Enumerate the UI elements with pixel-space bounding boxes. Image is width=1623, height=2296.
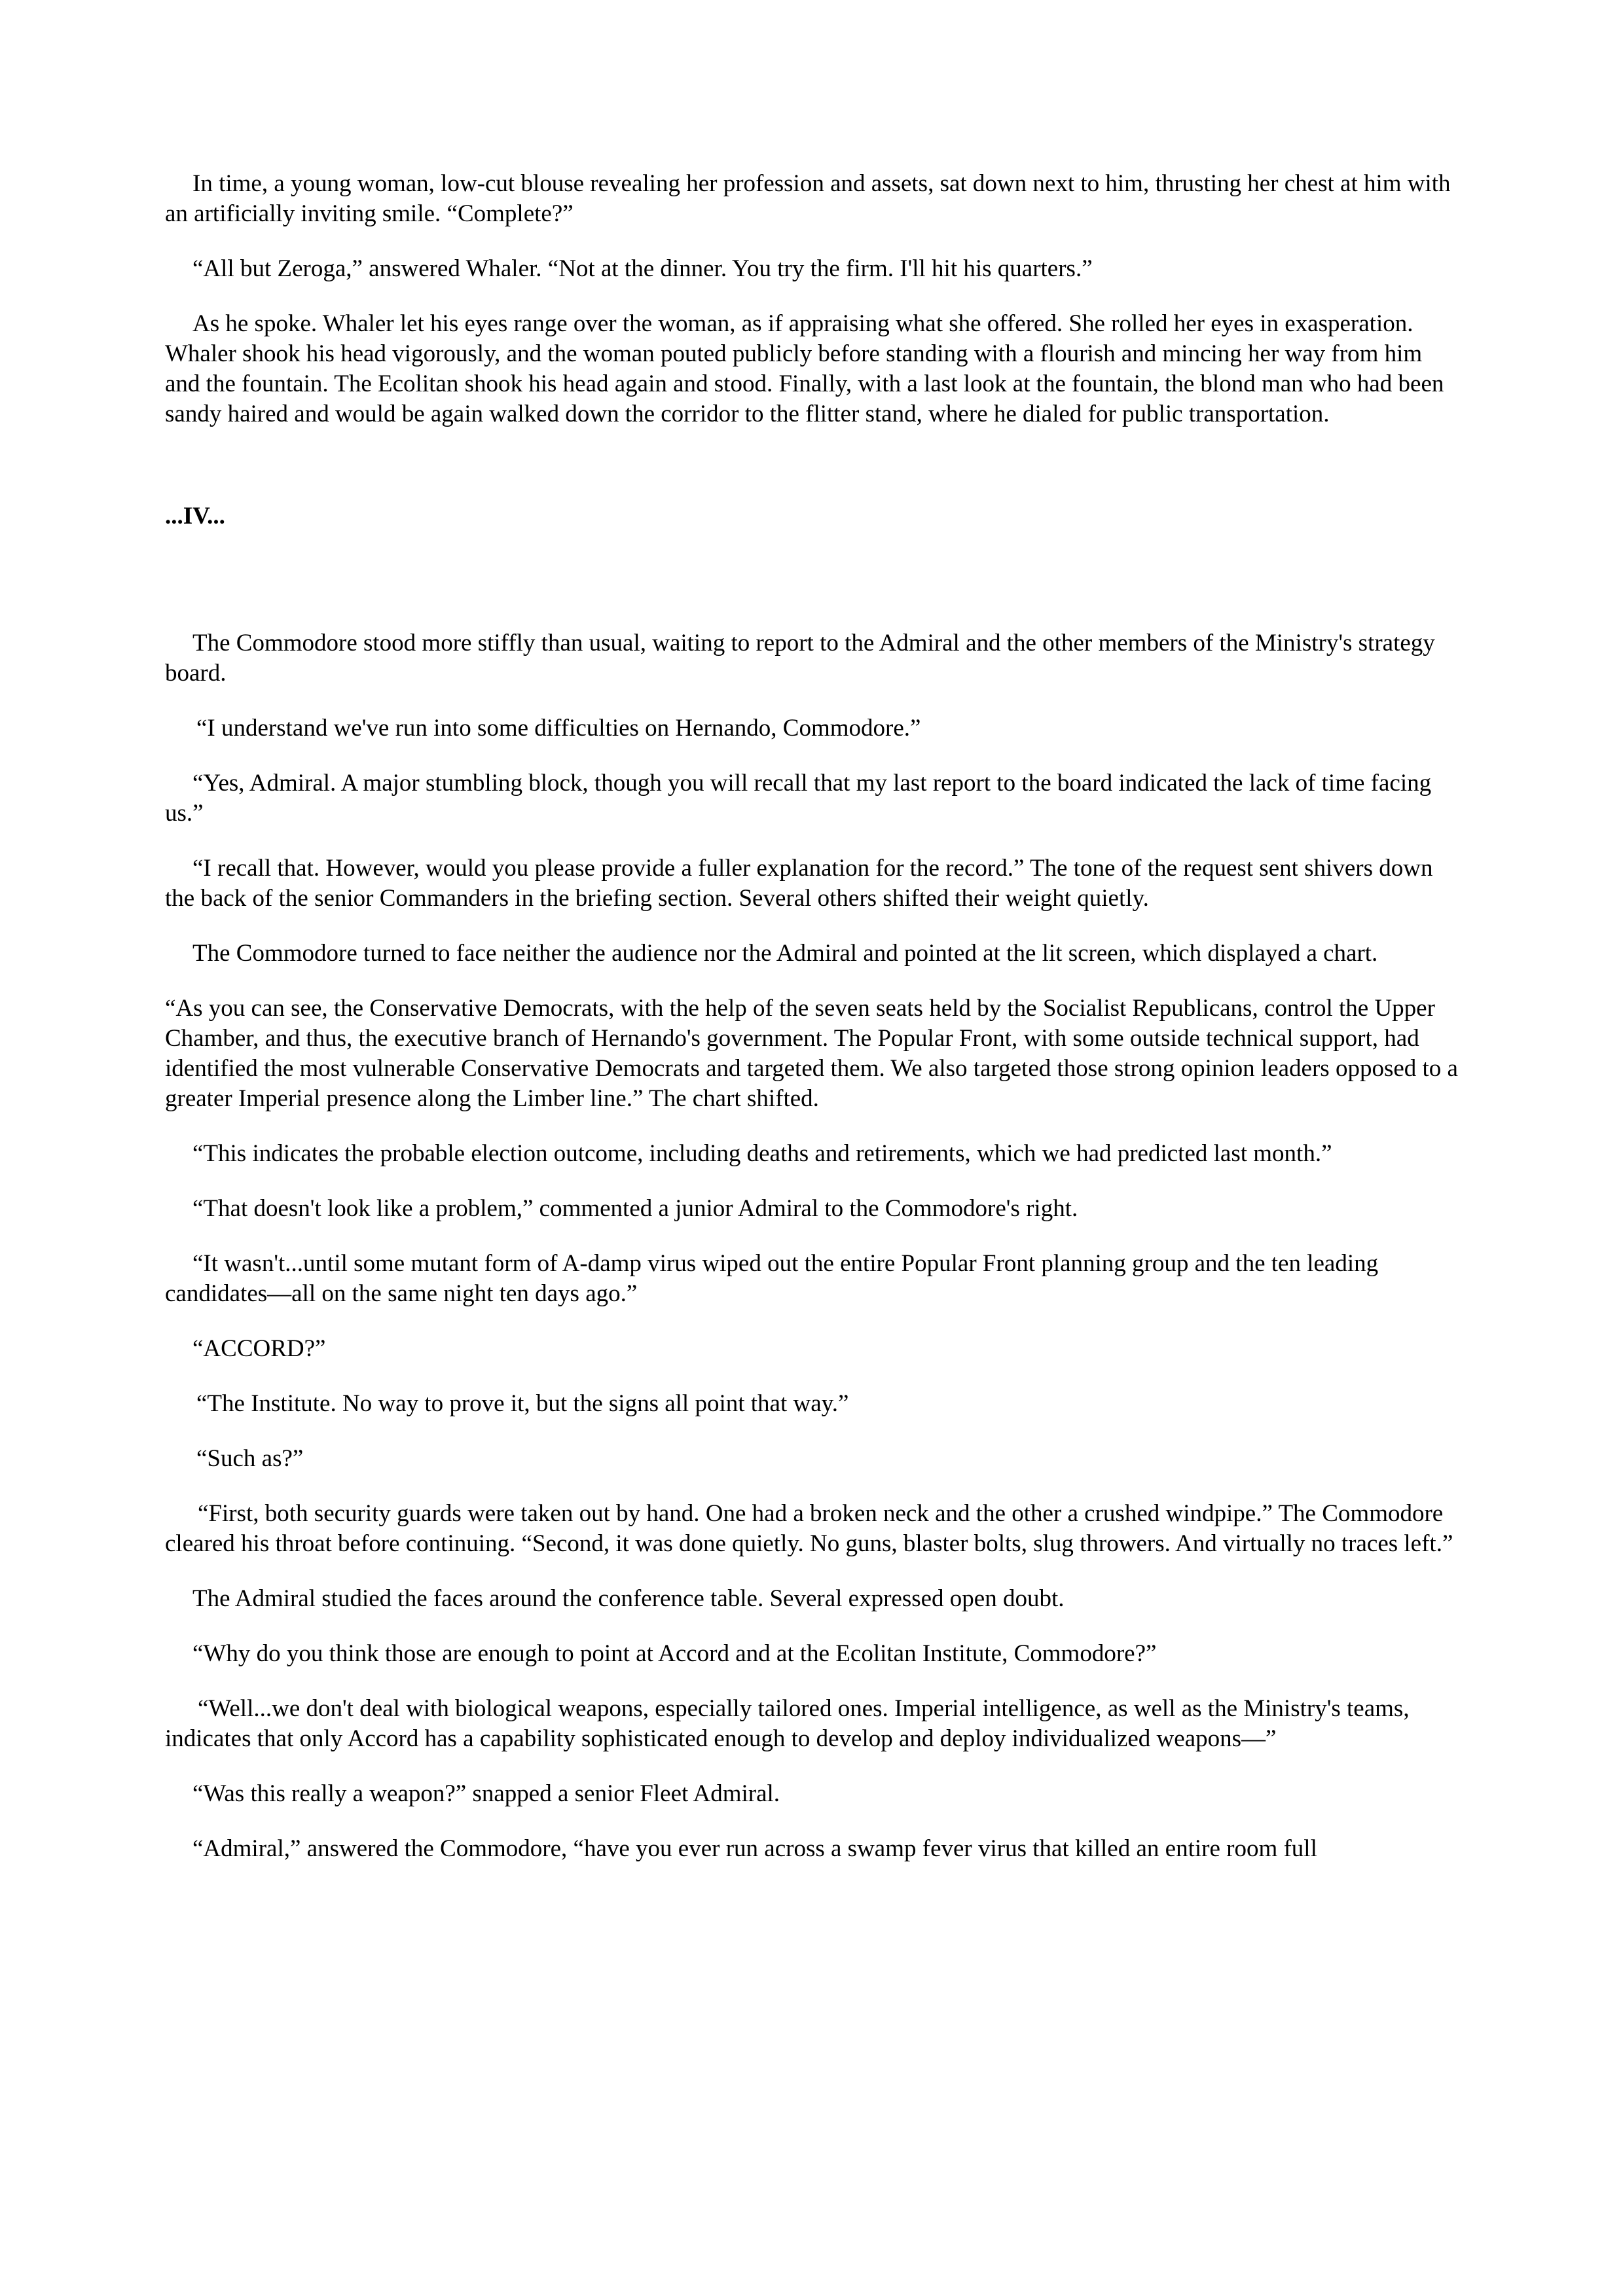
paragraph: “Well...we don't deal with biological weapons, especially tailored ones. Imperial intelligence, as well as the Ministry's teams, indicates that only Accord has a capability sophisticated enough to develop and deploy individualized weapons—”	[165, 1695, 1410, 1752]
paragraph: The Commodore turned to face neither the audience nor the Admiral and pointed at the lit screen, which displayed a chart.	[192, 940, 1378, 967]
paragraph: The Commodore stood more stiffly than usual, waiting to report to the Admiral and the other members of the Ministry's strategy board.	[165, 630, 1435, 687]
paragraph: “Why do you think those are enough to point at Accord and at the Ecolitan Institute, Commodore?”	[192, 1640, 1157, 1667]
paragraph: “ACCORD?”	[192, 1335, 326, 1362]
section-spacer	[165, 531, 1461, 628]
paragraph: “I recall that. However, would you please provide a fuller explanation for the record.” The tone of the request sent shivers down the back of the senior Commanders in the briefing section. Several others shifted their weight quietly.	[165, 855, 1433, 912]
paragraph: “Admiral,” answered the Commodore, “have you ever run across a swamp fever virus that killed an entire room full	[192, 1835, 1317, 1862]
paragraph: “That doesn't look like a problem,” commented a junior Admiral to the Commodore's right.	[192, 1195, 1078, 1222]
paragraph: “First, both security guards were taken out by hand. One had a broken neck and the other a crushed windpipe.” The Commodore cleared his throat before continuing. “Second, it was done quietly. No guns, blaster bolts, slug throwers. And virtually no traces left.”	[165, 1500, 1453, 1557]
section-heading: ...IV...	[165, 503, 225, 529]
document-page	[165, 169, 1461, 1889]
paragraph: “Such as?”	[196, 1445, 304, 1472]
paragraph: “It wasn't...until some mutant form of A-damp virus wiped out the entire Popular Front planning group and the ten leading candidates—all on the same night ten days ago.”	[165, 1250, 1379, 1307]
paragraph: “This indicates the probable election outcome, including deaths and retirements, which we had predicted last month.”	[192, 1140, 1332, 1167]
paragraph: “I understand we've run into some difficulties on Hernando, Commodore.”	[196, 715, 921, 742]
paragraph: As he spoke. Whaler let his eyes range over the woman, as if appraising what she offered. She rolled her eyes in exasperation. Whaler shook his head vigorously, and the woman pouted publicly before standing with a flourish and mincing her way from him and the fountain. The Ecolitan shook his head again and stood. Finally, with a last look at the fountain, the blond man who had been sandy haired and would be again walked down the corridor to the flitter stand, where he dialed for public transportation.	[165, 310, 1444, 427]
paragraph: In time, a young woman, low-cut blouse revealing her profession and assets, sat down next to him, thrusting her chest at him with an artificially inviting smile. “Complete?”	[165, 170, 1451, 227]
paragraph: “Yes, Admiral. A major stumbling block, though you will recall that my last report to the board indicated the lack of time facing us.”	[165, 770, 1432, 827]
paragraph: “Was this really a weapon?” snapped a senior Fleet Admiral.	[192, 1780, 780, 1807]
paragraph: “All but Zeroga,” answered Whaler. “Not at the dinner. You try the firm. I'll hit his quarters.”	[192, 255, 1093, 282]
paragraph: “The Institute. No way to prove it, but the signs all point that way.”	[196, 1390, 849, 1417]
paragraph: “As you can see, the Conservative Democrats, with the help of the seven seats held by the Socialist Republicans, control the Upper Chamber, and thus, the executive branch of Hernando's government. The Popular Front, with some outside technical support, had identified the most vulnerable Conservative Democrats and targeted them. We also targeted those strong opinion leaders opposed to a greater Imperial presence along the Limber line.” The chart shifted.	[165, 995, 1458, 1112]
paragraph: The Admiral studied the faces around the conference table. Several expressed open doubt.	[192, 1585, 1065, 1612]
